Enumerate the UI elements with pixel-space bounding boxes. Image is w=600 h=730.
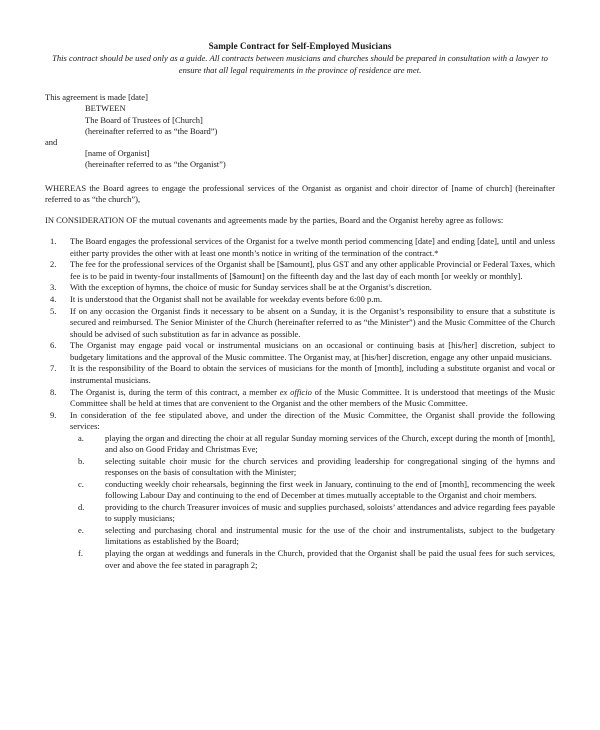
clause-text: The Organist may engage paid vocal or instrumental musicians on an occasional or continuing basis at [his/her] discretion, subject to budgetary limitations and the approval of the Music committee. The Organist may, at [his/her] discretion, engage any other unpaid musicians. bbox=[70, 340, 555, 362]
subclause-text: selecting suitable choir music for the church services and providing leadership for congregational singing of the hymns and responses on the basis of consultation with the Minister; bbox=[105, 455, 555, 478]
clause-item-7 bbox=[45, 363, 555, 386]
between-label: BETWEEN bbox=[85, 103, 126, 114]
party-block-organist bbox=[85, 148, 555, 170]
clause-text: If on any occasion the Organist finds it necessary to be absent on a Sunday, it is the Organist’s responsibility to ensure that a substitute is secured and reimbursed. The Senior Minister of the Church (hereinafter referred to as “the Minister”) and the Music Committee of the Church should be advised of such substitution as far in advance as possible. bbox=[70, 306, 555, 339]
subclause-letter: f. bbox=[78, 548, 83, 559]
clause-item-4 bbox=[45, 294, 555, 305]
clause-text-italic: ex officio bbox=[279, 386, 312, 397]
agreement-date-line: This agreement is made [date] bbox=[45, 92, 148, 103]
clause-item-5 bbox=[45, 306, 555, 340]
subclause-item-b bbox=[70, 456, 555, 479]
subclause-letter: c. bbox=[78, 478, 84, 489]
document-subtitle: This contract should be used only as a guide. All contracts between musicians and churches should be prepared in consultation with a lawyer to ensure that all legal requirements in the province of residence are met. bbox=[52, 53, 548, 75]
subclause-item-e bbox=[70, 525, 555, 548]
board-party-alias: (hereinafter referred to as “the Board”) bbox=[85, 125, 218, 136]
consideration-paragraph: IN CONSIDERATION OF the mutual covenants and agreements made by the parties, Board and the Organist hereby agree as follows: bbox=[45, 215, 504, 226]
clause-text: It is understood that the Organist shall not be available for weekday events before 6:00 p.m. bbox=[70, 294, 383, 305]
party-block-board bbox=[85, 103, 555, 137]
subclause-text: playing the organ and directing the choir at all regular Sunday morning services of the Church, except during the month of [month], and also on Good Friday and Christmas Eve; bbox=[105, 432, 555, 455]
clause-number: 3. bbox=[50, 282, 57, 293]
clause-text: In consideration of the fee stipulated above, and under the direction of the Music Committee, the Organist shall provide the following services: bbox=[70, 409, 555, 431]
subclause-letter: e. bbox=[78, 525, 84, 536]
clause-number: 8. bbox=[50, 386, 57, 397]
spacer-after-parties bbox=[45, 171, 555, 183]
subclause-text: selecting and purchasing choral and instrumental music for the use of the choir and instrumentalists, subject to the budgetary limitations as established by the Board; bbox=[105, 525, 555, 547]
subclause-text: playing the organ at weddings and funerals in the Church, provided that the Organist shall be paid the usual fees for such services, over and above the fee stated in paragraph 2; bbox=[105, 548, 555, 570]
clause-item-1 bbox=[45, 236, 555, 259]
clause-number: 1. bbox=[50, 236, 57, 247]
subclause-text: providing to the church Treasurer invoices of music and supplies purchased, soloists’ attendances and advice regarding fees payable to supply musicians; bbox=[105, 502, 555, 524]
clause-item-2 bbox=[45, 259, 555, 282]
clause-item-8 bbox=[45, 387, 555, 410]
subclause-item-c bbox=[70, 479, 555, 502]
subclause-item-f bbox=[70, 548, 555, 571]
clause-number: 4. bbox=[50, 294, 57, 305]
clause-number: 2. bbox=[50, 259, 57, 270]
clause-text: It is the responsibility of the Board to obtain the services of musicians for the month of [month], including a substitute organist and vocal or instrumental musicians. bbox=[70, 363, 555, 385]
clause-text-part-2: of the Music Committee. It is understood that meetings of the Music Committee shall be held at times that are convenient to the Organist and the other members of the Music Committee. bbox=[70, 386, 556, 408]
clause-text: The fee for the professional services of the Organist shall be [$amount], plus GST and any other applicable Provincial or Federal Taxes, which fee is to be paid in twenty-four installments of [$amount] on the fifteenth day and the last day of each month [or weekly or monthly]. bbox=[70, 259, 555, 281]
subclause-letter: d. bbox=[78, 502, 85, 513]
clause-item-6 bbox=[45, 340, 555, 363]
board-party-name: The Board of Trustees of [Church] bbox=[85, 114, 203, 125]
subclause-item-d bbox=[70, 502, 555, 525]
organist-party-alias: (hereinafter referred to as “the Organist”) bbox=[85, 159, 226, 170]
whereas-paragraph: WHEREAS the Board agrees to engage the professional services of the Organist as organist and choir director of [name of church] (hereinafter referred to as “the church”), bbox=[45, 182, 555, 204]
page-title: Sample Contract for Self-Employed Musicians bbox=[208, 41, 392, 51]
clause-item-3 bbox=[45, 282, 555, 293]
clause-number: 5. bbox=[50, 306, 57, 316]
clause-text: With the exception of hymns, the choice of music for Sunday services shall be at the Organist’s discretion. bbox=[70, 282, 432, 293]
subclause-item-a bbox=[70, 433, 555, 456]
clause-number: 6. bbox=[50, 340, 57, 351]
subclause-text: conducting weekly choir rehearsals, beginning the first week in January, continuing to the end of [month], recommencing the week following Labour Day and continuing to the end of December at times mutually acceptable to the Organist and choir members. bbox=[105, 478, 555, 501]
and-label: and bbox=[45, 137, 58, 147]
clause-list bbox=[45, 236, 555, 571]
clause-text-part-1: The Organist is, during the term of this contract, a member bbox=[70, 386, 280, 397]
clause-number: 7. bbox=[50, 363, 57, 374]
subclause-letter: a. bbox=[78, 432, 84, 443]
clause-item-9 bbox=[45, 410, 555, 571]
clause-text: The Board engages the professional services of the Organist for a twelve month period commencing [date] and ending [date], until and unless either party provides the other with at least one month’s notice in writing of the termination of the contract.* bbox=[70, 236, 555, 258]
subclause-letter: b. bbox=[78, 455, 85, 466]
subclause-list bbox=[70, 433, 555, 571]
clause-number: 9. bbox=[50, 409, 57, 420]
organist-party-name: [name of Organist] bbox=[85, 148, 150, 159]
